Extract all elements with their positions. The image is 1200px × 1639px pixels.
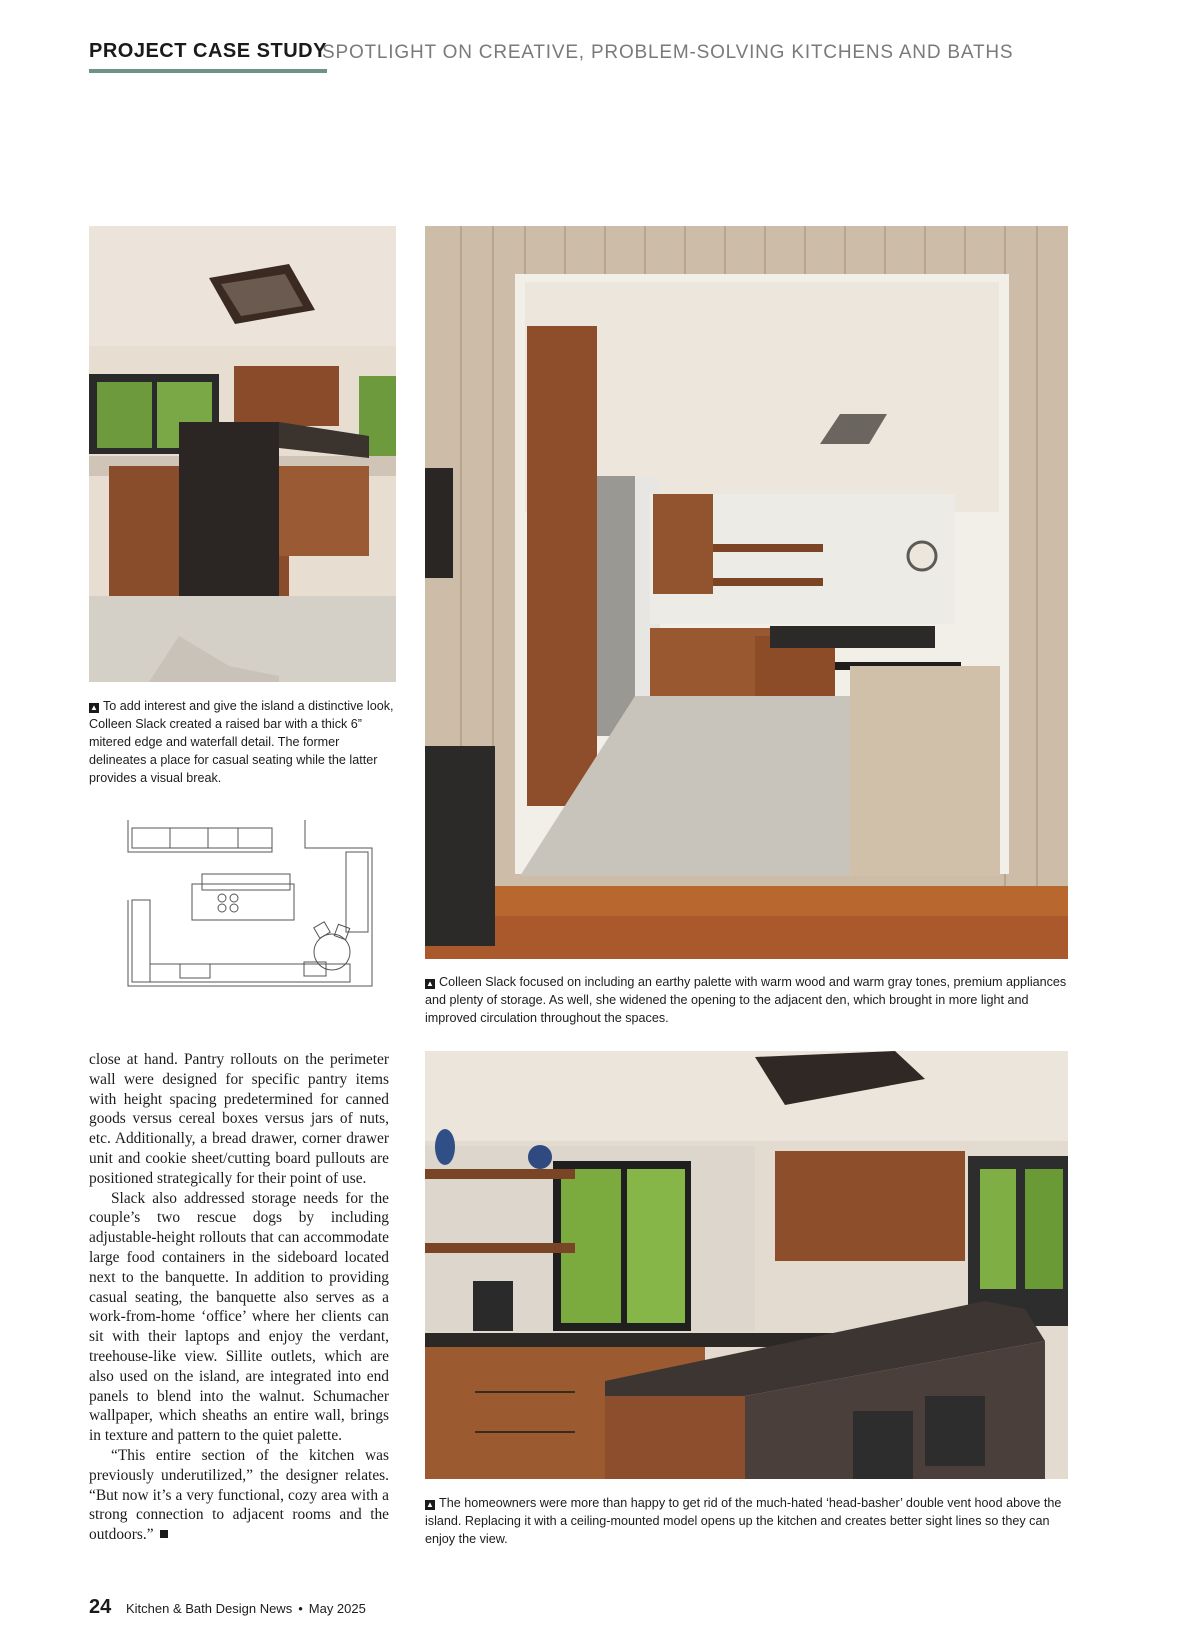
hood-caption-text: The homeowners were more than happy to get rid of the much-hated ‘head-basher’ double vent hood above the island. Replacing it with a ceiling-mounted model opens up the kitchen and creates better sight lines so they can enjoy the view.	[425, 1496, 1062, 1546]
folio-line	[126, 1601, 366, 1616]
arrow-up-icon: ▲	[426, 979, 434, 988]
body-paragraph: Slack also addressed storage needs for the couple’s two rescue dogs by including adjustable-height rollouts that can accommodate large food containers in the sideboard located next to the banquette. In addition to providing casual seating, the banquette also serves as a work-from-home ‘office’ where her clients can sit with their laptops and enjoy the verdant, treehouse-like view. Sillite outlets, which are also used on the island, are integrated into end panels to blend into the walnut. Schumacher wallpaper, which sheaths an entire wall, brings in texture and pattern to the quiet palette.	[89, 1189, 389, 1445]
page-number: 24	[89, 1596, 112, 1618]
body-paragraph: close at hand. Pantry rollouts on the perimeter wall were designed for specific pantry items with height spacing predetermined for canned goods versus cereal boxes versus jars of nuts, etc. Additionally, a bread drawer, corner drawer unit and cookie sheet/cutting board pullouts are positioned strategically for their point of use.	[89, 1051, 389, 1187]
arrow-up-icon: ▲	[426, 1500, 434, 1509]
body-paragraph-last	[89, 1446, 389, 1545]
end-mark-icon	[160, 1530, 168, 1538]
hood-photo	[425, 1051, 1068, 1479]
island-caption-text: To add interest and give the island a distinctive look, Colleen Slack created a raised bar with a thick 6” mitered edge and waterfall detail. The former delineates a place for casual seating while the latter provides a visual break.	[89, 699, 394, 785]
body-paragraph-text: “This entire section of the kitchen was previously underutilized,” the designer relates. “But now it’s a very functional, cozy area with a strong connection to adjacent rooms and the outdoors.”	[89, 1446, 389, 1544]
floor-plan	[120, 814, 380, 992]
hood-caption	[425, 1494, 1068, 1548]
opening-caption-text: Colleen Slack focused on including an earthy palette with warm wood and warm gray tones, premium appliances and plenty of storage. As well, she widened the opening to the adjacent den, which brought in more light and improved circulation throughout the spaces.	[425, 975, 1067, 1025]
island-photo	[89, 226, 396, 682]
folio-separator: •	[298, 1601, 303, 1616]
issue-date: May 2025	[308, 1601, 366, 1616]
opening-caption	[425, 973, 1068, 1027]
arrow-up-icon: ▲	[90, 703, 98, 712]
section-title: PROJECT CASE STUDY	[89, 40, 327, 73]
opening-photo	[425, 226, 1068, 959]
publication-name: Kitchen & Bath Design News	[126, 1601, 293, 1616]
section-subtitle: SPOTLIGHT ON CREATIVE, PROBLEM-SOLVING KITCHENS AND BATHS	[322, 42, 1014, 63]
article-body	[89, 1050, 389, 1545]
island-caption	[89, 697, 397, 787]
